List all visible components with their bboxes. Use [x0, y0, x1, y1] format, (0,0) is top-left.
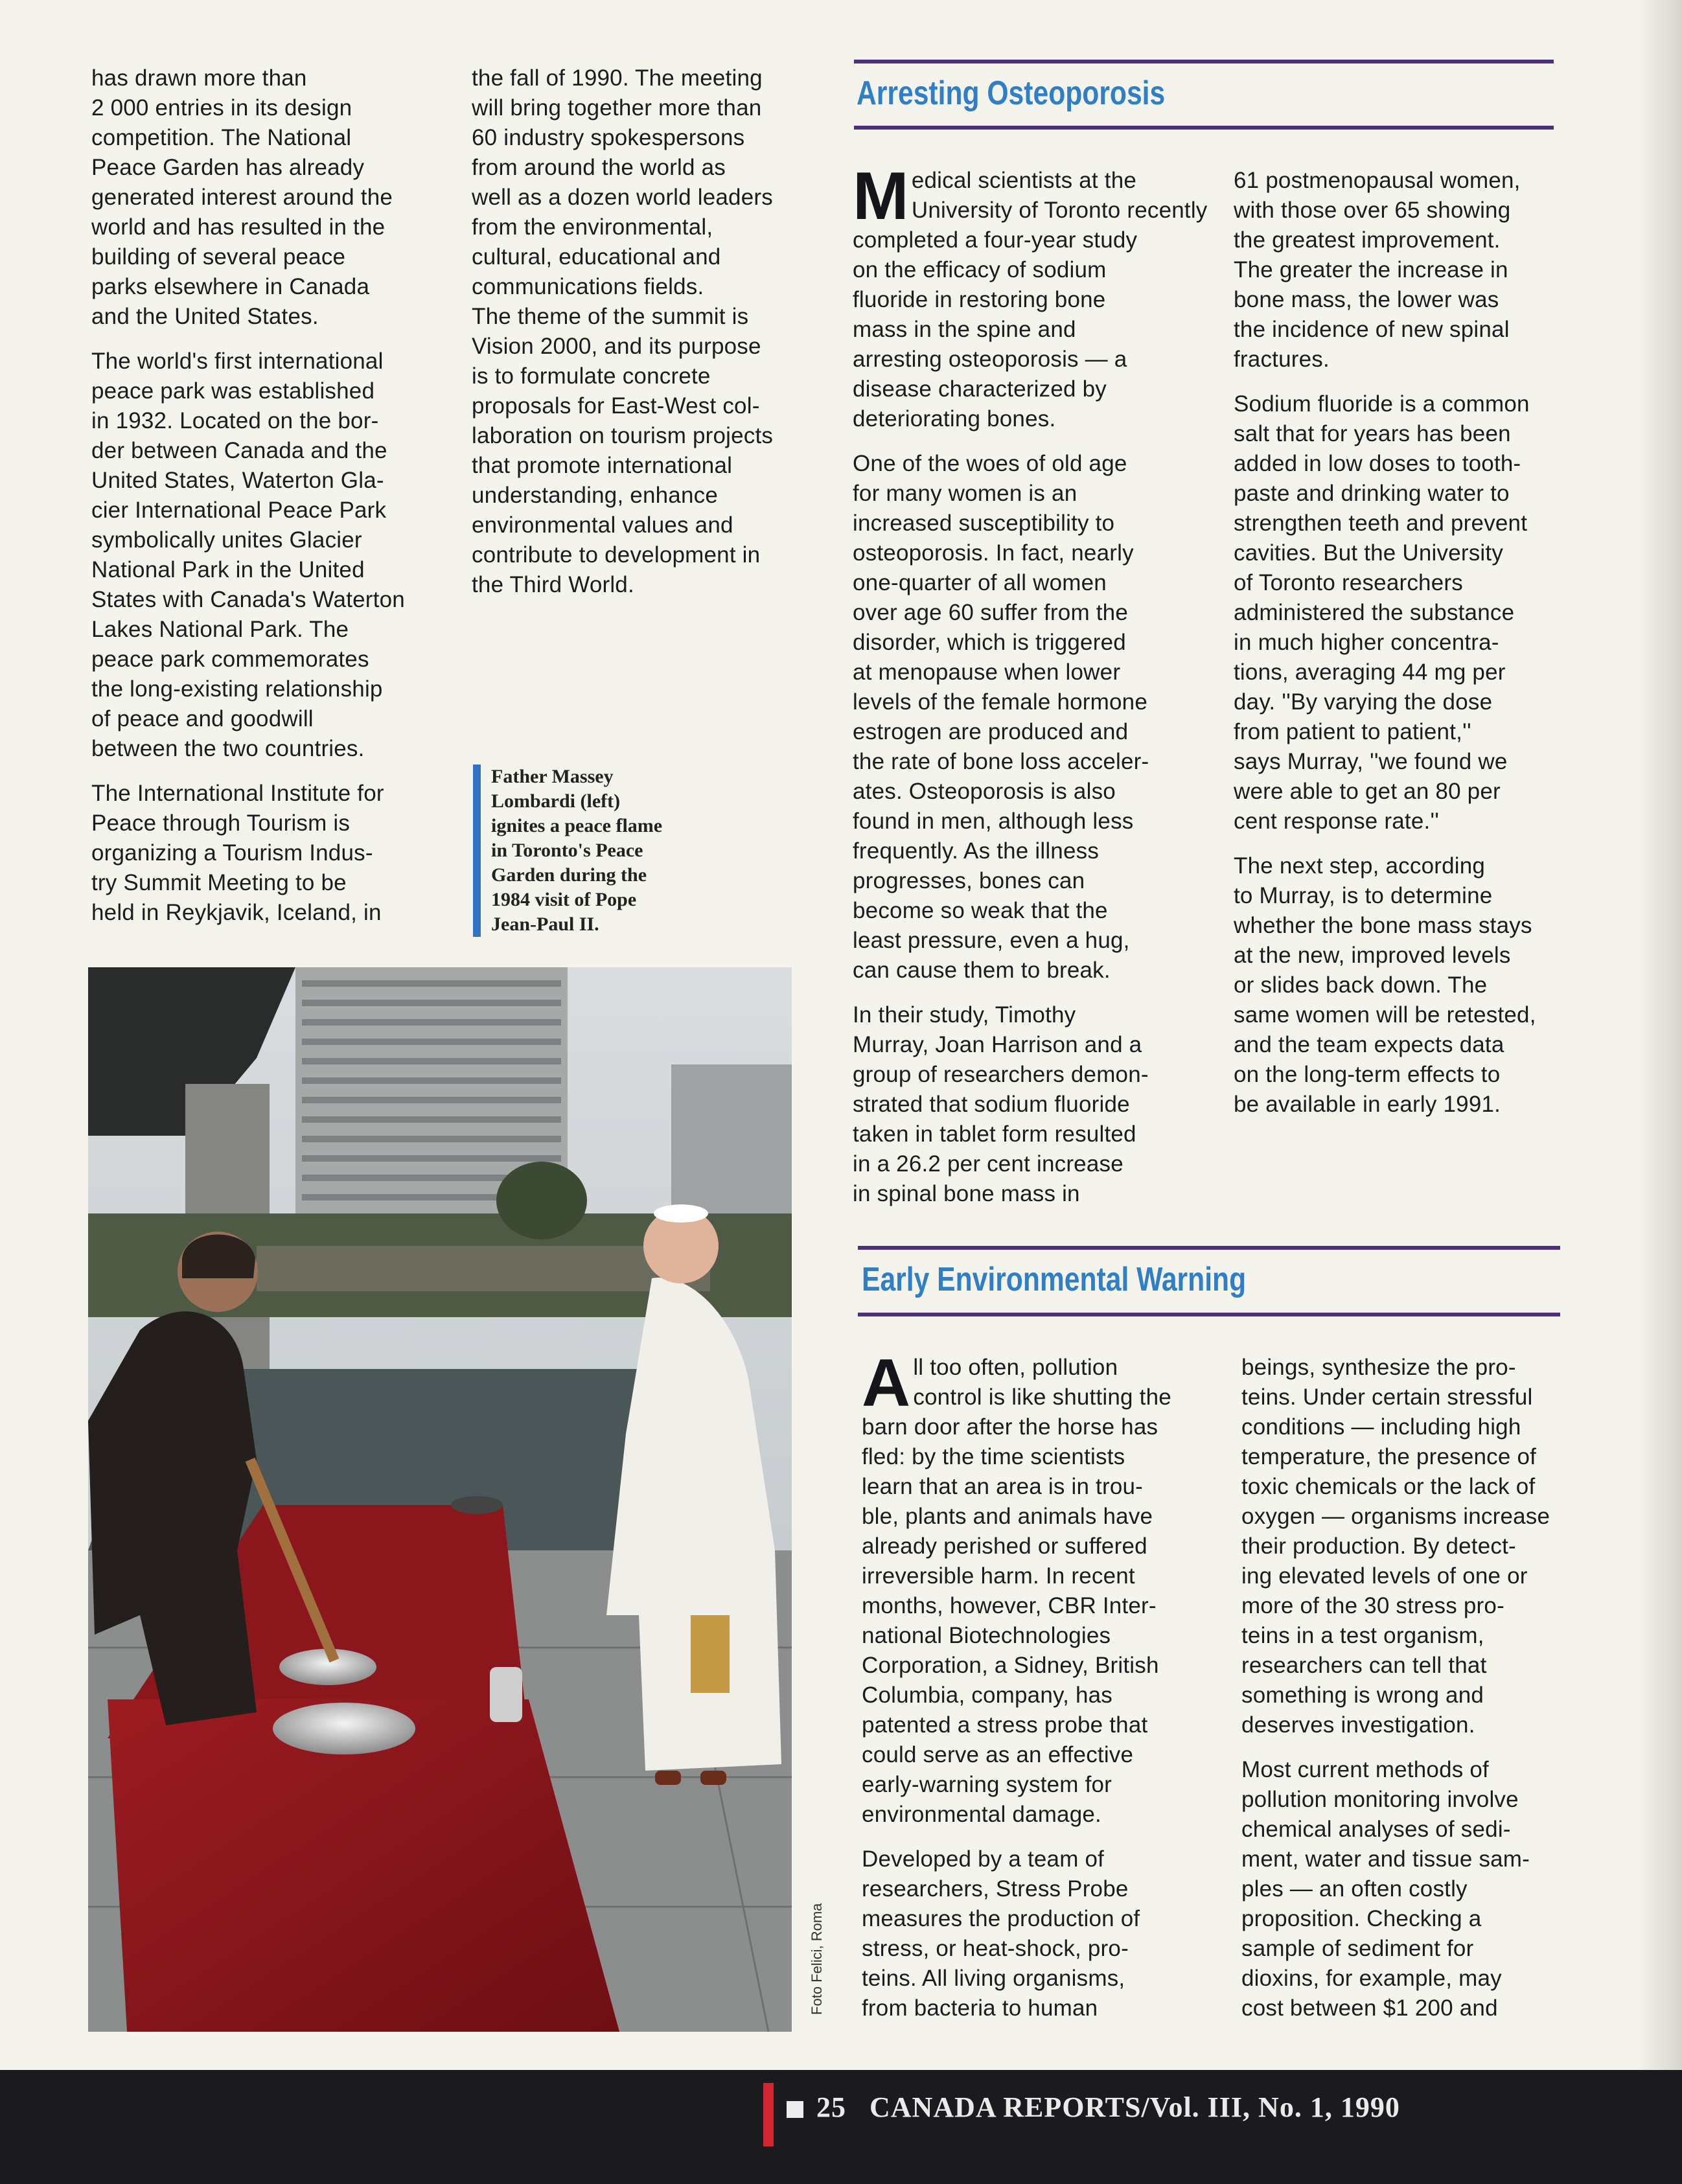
photo-credit: Foto Felici, Roma: [809, 1903, 825, 2015]
env-heading: Early Environmental Warning: [862, 1261, 1247, 1298]
col1-paragraph-1: has drawn more than 2 000 entries in its design competition. The National Peace Garden has already generated interest around the world and has resulted in the building of several peace parks elsewhere in Canada and the United States.: [91, 65, 393, 329]
publication-title: CANADA REPORTS/Vol. III, No. 1, 1990: [870, 2091, 1400, 2123]
osteo-paragraph-5: Sodium fluoride is a common salt that for years has been added in low doses to tooth- paste and drinking water to strengthen teeth and prevent cavities. But the University of Toronto researchers administered the substance in much higher concentra- tions, averaging 44 mg per day. ''By varying the dose from patient to patient,'' says Murray, ''we found we were able to get an 80 per cent response rate.'': [1234, 391, 1530, 834]
env-paragraph-1: All too often, pollution control is like shutting the barn door after the horse has fled: by the time scientists learn that an area is in trou- ble, plants and animals have already perished or suffered irreversible harm. In recent months, however, CBR Inter- national Biotechnologies Corporation, a Sidney, British Columbia, company, has patented a stress probe that could serve as an effective early-warning system for environmental damage.: [862, 1346, 1171, 1827]
peace-flame-photo: [88, 967, 792, 2032]
column-2: [472, 63, 822, 615]
env-bottom-rule: [858, 1313, 1560, 1316]
page-footer: [0, 2070, 1682, 2184]
dropcap-m: M: [853, 159, 909, 234]
osteo-top-rule: [854, 60, 1554, 63]
page-edge-shadow: [1637, 0, 1682, 2070]
photo-caption: Father Massey Lombardi (left) ignites a peace flame in Toronto's Peace Garden during the 1984 visit of Pope Jean-Paul II.: [473, 764, 737, 937]
osteo-column-2: [1234, 166, 1584, 1134]
osteo-paragraph-6: The next step, according to Murray, is to determine whether the bone mass stays at the new, improved levels or slides back down. The same women will be retested, and the team expects data on the long-term effects to be available in early 1991.: [1234, 853, 1536, 1117]
dropcap-a: A: [862, 1346, 911, 1421]
col1-paragraph-3: The International Institute for Peace through Tourism is organizing a Tourism Indus- try Summit Meeting to be held in Reykjavik, Iceland, in: [91, 781, 384, 925]
col1-paragraph-2: The world's first international peace park was established in 1932. Located on the bor- der between Canada and the United States, Waterton Gla- cier International Peace Park symbolically unites Glacier National Park in the United States with Canada's Waterton Lakes National Park. The peace park commemorates the long-existing relationship of peace and goodwill between the two countries.: [91, 349, 405, 761]
col2-paragraph-1: the fall of 1990. The meeting will bring together more than 60 industry spokespersons from around the world as well as a dozen world leaders from the environmental, cultural, educational and communications fields. The theme of the summit is Vision 2000, and its purpose is to formulate concrete proposals for East-West col- laboration on tourism projects that promote international understanding, enhance environmental values and contribute to development in the Third World.: [472, 65, 774, 597]
osteo-column-1: [853, 159, 1215, 1224]
page-number: 25: [816, 2091, 846, 2123]
env-paragraph-2: Developed by a team of researchers, Stress Probe measures the production of stress, or heat-shock, pro- teins. All living organisms, from bacteria to human: [862, 1846, 1140, 2021]
env-paragraph-3: beings, synthesize the pro- teins. Under certain stressful conditions — including high temperature, the presence of toxic chemicals or the lack of oxygen — organisms increase their production. By detect- ing elevated levels of one or more of the 30 stress pro- teins in a test organism, researchers can tell that something is wrong and deserves investigation.: [1241, 1355, 1550, 1738]
footer-text: [816, 2091, 1400, 2124]
env-column-1: [862, 1346, 1225, 2038]
osteo-bottom-rule: [854, 126, 1554, 130]
footer-accent-bar: [763, 2083, 774, 2146]
osteo-paragraph-3: In their study, Timothy Murray, Joan Harrison and a group of researchers demon- strated that sodium fluoride taken in tablet form resulted in a 26.2 per cent increase in spinal bone mass in: [853, 1002, 1149, 1206]
osteo-paragraph-2: One of the woes of old age for many women is an increased susceptibility to osteoporosis. In fact, nearly one-quarter of all women over age 60 suffer from the disorder, which is triggered at menopause when lower levels of the female hormone estrogen are produced and the rate of bone loss acceler- ates. Osteoporosis is also found in men, although less frequently. As the illness progresses, bones can become so weak that the least pressure, even a hug, can cause them to break.: [853, 451, 1149, 983]
osteo-paragraph-1: Medical scientists at the University of Toronto recently completed a four-year study on the efficacy of sodium fluoride in restoring bone mass in the spine and arresting osteoporosis — a disease characterized by deteriorating bones.: [853, 159, 1208, 431]
footer-square-bullet: [787, 2101, 803, 2118]
env-paragraph-4: Most current methods of pollution monitoring involve chemical analyses of sedi- ment, water and tissue sam- ples — an often costly proposition. Checking a sample of sediment for dioxins, for example, may cost between $1 200 and: [1241, 1757, 1530, 2021]
osteo-paragraph-4: 61 postmenopausal women, with those over 65 showing the greatest improvement. The greater the increase in bone mass, the lower was the incidence of new spinal fractures.: [1234, 168, 1521, 372]
env-top-rule: [858, 1246, 1560, 1250]
osteo-heading: Arresting Osteoporosis: [857, 75, 1166, 112]
column-1: [91, 63, 441, 943]
env-column-2: [1241, 1353, 1591, 2038]
